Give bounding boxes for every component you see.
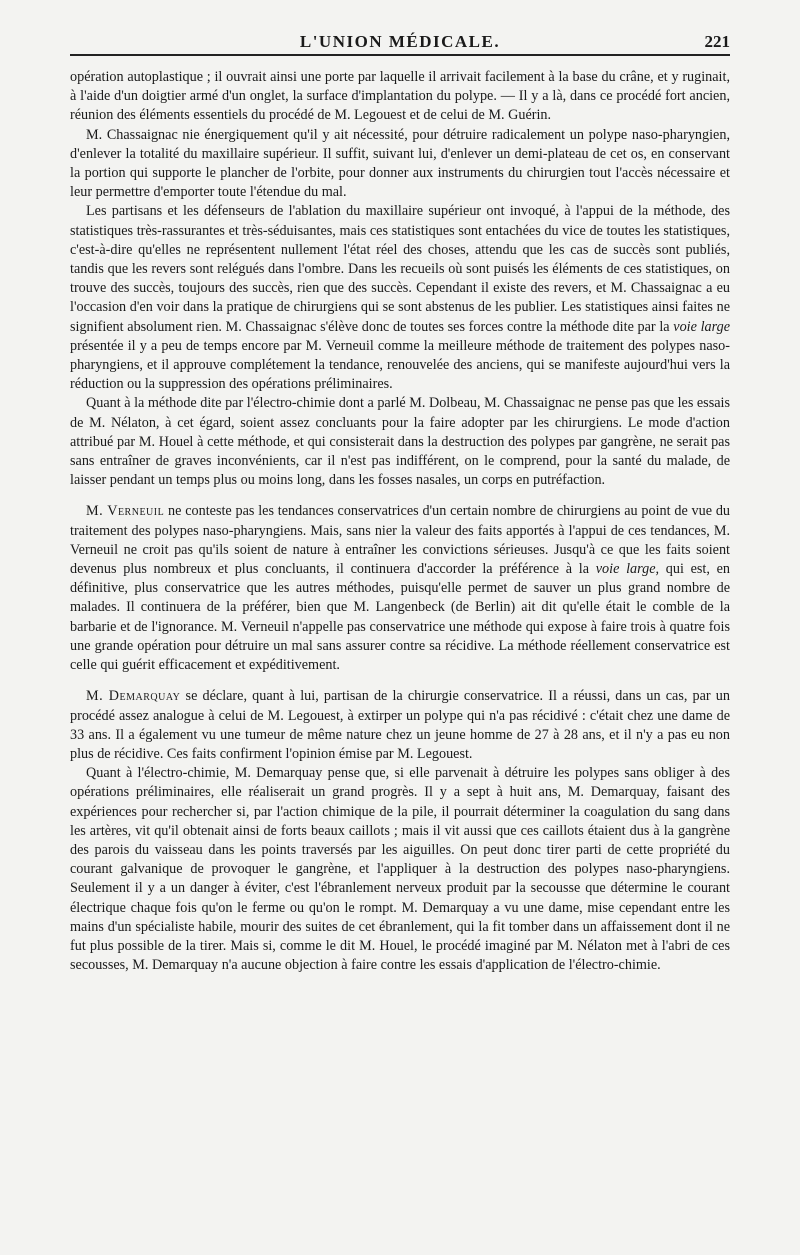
paragraph-3-text-b: présentée il y a peu de temps encore par M. Verneuil comme la meilleure méthode de traitement des polypes naso-pharyngiens, et il approuve complétement la tendance, renouvelée des anciens, qui se manifeste aujourd'hui vers la réduction ou la suppression des opérations préliminaires. — [70, 337, 730, 393]
article-body — [70, 68, 730, 975]
paragraph-5 — [70, 502, 730, 675]
italic-voie-large-2: voie large, — [595, 561, 660, 578]
paragraph-5-text-b: qui est, en définitive, plus conservatrice que les autres méthodes, puisqu'elle permet de sauver un plus grand nombre de malades. Il continuera de la préférer, bien que M. Langenbeck (de Berlin) ait dit qu'elle était le comble de la barbarie et de l'ignorance. M. Verneuil n'appelle pas conservatrice une méthode qui expose à faire trois à quatre fois une grande opération pour détruire un mal sans assurer contre sa récidive. La méthode réellement conservatrice est celle qui guérit efficacement et expéditivement. — [70, 561, 730, 674]
paragraph-2: M. Chassaignac nie énergiquement qu'il y ait nécessité, pour détruire radicalement un polype naso-pharyngien, d'enlever la totalité du maxillaire supérieur. Il suffit, suivant lui, d'enlever un demi-plateau de cet os, en conservant la portion qui supporte le plancher de l'orbite, pour donner aux instruments du chirurgien tout l'accès nécessaire et leur permettre d'emporter toute l'étendue du mal. — [70, 126, 730, 201]
paragraph-4: Quant à la méthode dite par l'électro-chimie dont a parlé M. Dolbeau, M. Chassaignac ne pense pas que les essais de M. Nélaton, à cet égard, soient assez concluants pour la faire adopter par les chirurgiens. Le mode d'action attribué par M. Houel à cette méthode, et qui consisterait dans la destruction des polypes par gangrène, ne serait pas sans entraîner de graves inconvénients, car il n'est pas indifférent, on le comprend, pour la santé du malade, de laisser pendant un temps plus ou moins long, dans les fosses nasales, un corps en putréfaction. — [70, 395, 730, 489]
page-header — [70, 20, 730, 56]
paragraph-6 — [70, 687, 730, 764]
paragraph-7: Quant à l'électro-chimie, M. Demarquay pense que, si elle parvenait à détruire les polypes sans obliger à des opérations préliminaires, elle réaliserait un grand progrès. Il y a sept à huit ans, M. Demarquay, faisant des expériences pour rechercher si, par l'action chimique de la pile, il pourrait déterminer la coagulation du sang dans les artères, vit qu'il obtenait ainsi de forts beaux caillots ; mais il vit aussi que ces caillots étaient dus à la gangrène des parois du vaisseau dans les points traversés par les aiguilles. On peut donc tirer parti de cette propriété du courant galvanique de provoquer le gangrène, et l'appliquer à la destruction des polypes naso-pharyngiens. Seulement il y a un danger à éviter, c'est l'ébranlement nerveux produit par la secousse que détermine le courant électrique chaque fois qu'on le ferme ou qu'on le rompt. M. Demarquay a vu une dame, mise cependant entre les mains d'un spécialiste habile, mourir des suites de cet ébranlement, qui la fit tomber dans un affaissement dont il ne fut plus possible de la tirer. Mais si, comme le dit M. Houel, le procédé imaginé par M. Nélaton met à l'abri de ces secousses, M. Demarquay n'a aucune objection à faire contre les essais d'application de l'électro-chimie. — [70, 765, 730, 974]
paragraph-1: opération autoplastique ; il ouvrait ainsi une porte par laquelle il arrivait facilement à la base du crâne, et y ruginait, à l'aide d'un doigtier armé d'un onglet, la surface d'implantation du polype. — Il y a là, dans ce procédé fort ancien, réunion des éléments essentiels du procédé de M. Legouest et de celui de M. Guérin. — [70, 69, 730, 124]
speaker-demarquay: M. Demarquay — [86, 688, 181, 705]
paragraph-5-text-a: ne conteste pas les tendances conservatrices d'un certain nombre de chirurgiens au point de vue du traitement des polypes naso-pharyngiens. Mais, sans nier la valeur des faits apportés à l'appui de ces tendances, M. Verneuil ne croit pas qu'ils soient de nature à entraîner les convictions sérieuses. Jusqu'à ce que les faits soient devenus plus nombreux et plus concluants, il continuera d'accorder la préférence à la — [70, 503, 731, 578]
running-head: L'UNION MÉDICALE. — [299, 32, 501, 51]
italic-voie-large: voie large — [673, 318, 730, 335]
paragraph-3 — [70, 202, 730, 394]
paragraph-3-text-a: Les partisans et les défenseurs de l'ablation du maxillaire supérieur ont invoqué, à l'appui de la méthode, des statistiques très-rassurantes et très-séduisantes, mais ces statistiques sont entachées du vice de toutes les statistiques, c'est-à-dire qu'elles ne représentent nullement l'état réel des choses, attendu que les cas de succès sont publiés, tandis que les revers sont relégués dans l'ombre. Dans les recueils où sont puisés les éléments de ces statistiques, on trouve des succès, toujours des succès, rien que des succès. Cependant il existe des revers, et M. Chassaignac a eu l'occasion d'en voir dans la pratique de chirurgiens qui se sont abstenus de les publier. Les statistiques ainsi faites ne signifient absolument rien. M. Chassaignac s'élève donc de toutes ses forces contre la méthode dite par la — [70, 203, 730, 335]
speaker-verneuil: M. Verneuil — [86, 503, 165, 520]
page-number: 221 — [704, 32, 730, 51]
journal-page — [70, 20, 730, 1235]
paragraph-6-text: se déclare, quant à lui, partisan de la chirurgie conservatrice. Il a réussi, dans un cas, par un procédé assez analogue à celui de M. Legouest, à extirper un polype qui n'a pas récidivé : c'était chez une dame de 33 ans. Il a également vu une tumeur de même nature chez un jeune homme de 27 à 28 ans, et il n'y a pas eu non plus de récidive. Ces faits confirment l'opinion émise par M. Legouest. — [70, 688, 730, 762]
